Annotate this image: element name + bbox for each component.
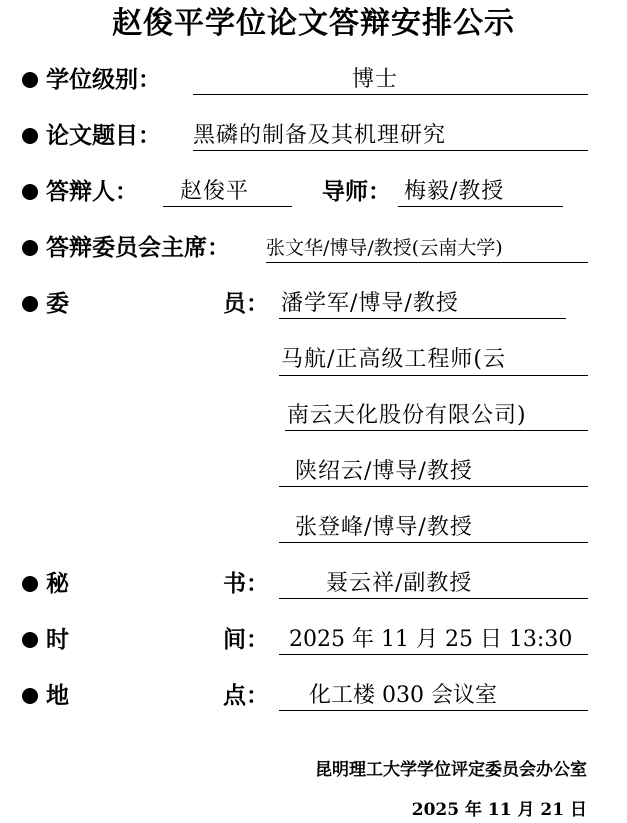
secretary-label-right: 书： [223, 570, 269, 597]
secretary-label-left: 秘 [46, 570, 69, 597]
member-underline-2 [279, 375, 588, 376]
bullet-icon [22, 296, 38, 312]
time-underline [279, 654, 588, 655]
place-underline [279, 710, 588, 711]
members-row-3 [0, 398, 627, 438]
secretary-row [0, 566, 627, 606]
bullet-icon [22, 632, 38, 648]
member-line-3: 南云天化股份有限公司) [287, 403, 527, 428]
bullet-icon [22, 576, 38, 592]
place-value: 化工楼 030 会议室 [309, 683, 497, 708]
member-line-2: 马航/正高级工程师(云 [281, 347, 506, 372]
member-line-1: 潘学军/博导/教授 [281, 291, 459, 316]
degree-label: 学位级别： [46, 66, 161, 93]
bullet-icon [22, 72, 38, 88]
member-line-5: 张登峰/博导/教授 [295, 515, 473, 540]
bullet-icon [22, 240, 38, 256]
secretary-underline [279, 598, 588, 599]
member-underline-1 [279, 318, 566, 319]
thesis-value: 黑磷的制备及其机理研究 [193, 123, 447, 148]
advisor-underline [398, 206, 563, 207]
respondent-row [0, 174, 627, 214]
respondent-underline [163, 206, 292, 207]
respondent-label: 答辩人： [46, 178, 138, 205]
place-label-left: 地 [46, 682, 69, 709]
members-row-4 [0, 454, 627, 494]
advisor-value: 梅毅/教授 [404, 179, 505, 204]
issuing-office: 昆明理工大学学位评定委员会办公室 [315, 760, 587, 780]
member-underline-3 [285, 430, 588, 431]
time-label-right: 间： [223, 626, 269, 653]
time-value: 2025 年 11 月 25 日 13:30 [289, 627, 573, 652]
thesis-row [0, 118, 627, 158]
chair-row [0, 230, 627, 270]
secretary-value: 聂云祥/副教授 [326, 571, 473, 596]
thesis-label: 论文题目： [46, 122, 161, 149]
time-label-left: 时 [46, 626, 69, 653]
bullet-icon [22, 128, 38, 144]
member-underline-5 [279, 542, 588, 543]
chair-underline [266, 262, 588, 263]
degree-value: 博士 [352, 67, 399, 92]
chair-label: 答辩委员会主席： [46, 234, 230, 261]
bullet-icon [22, 688, 38, 704]
degree-row [0, 62, 627, 102]
degree-underline [193, 94, 588, 95]
bullet-icon [22, 184, 38, 200]
members-row [0, 286, 627, 326]
page-title: 赵俊平学位论文答辩安排公示 [112, 6, 515, 41]
chair-value: 张文华/博导/教授(云南大学) [266, 237, 503, 259]
place-label-right: 点： [223, 682, 269, 709]
advisor-label: 导师： [322, 178, 391, 205]
respondent-value: 赵俊平 [180, 179, 250, 204]
members-label-left: 委 [46, 290, 69, 317]
place-row [0, 678, 627, 718]
members-label-right: 员： [223, 290, 269, 317]
issue-date: 2025 年 11 月 21 日 [411, 800, 587, 820]
time-row [0, 622, 627, 662]
member-underline-4 [279, 486, 588, 487]
members-row-2 [0, 342, 627, 382]
member-line-4: 陕绍云/博导/教授 [295, 459, 473, 484]
members-row-5 [0, 510, 627, 550]
thesis-underline [193, 150, 588, 151]
